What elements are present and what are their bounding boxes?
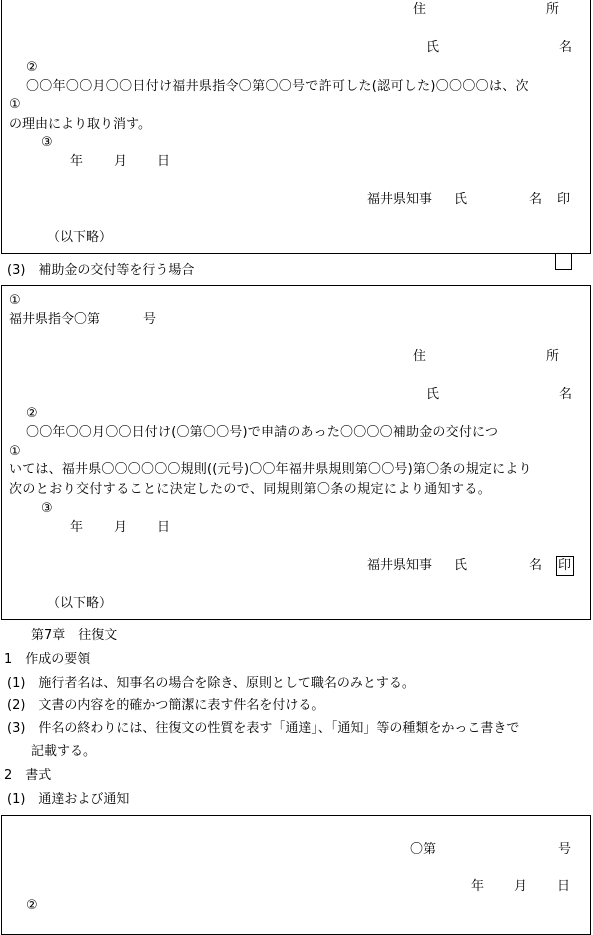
seal-mark: 印	[558, 558, 572, 573]
address-label-2: 所	[546, 349, 560, 364]
body-text-line-1: 〇〇年〇〇月〇〇日付け福井県指令〇第〇〇号で許可した(認可した)〇〇〇〇は、次	[26, 79, 529, 94]
guideline-item-1: (1) 施行者名は、知事名の場合を除き、原則として職名のみとする。	[7, 676, 415, 691]
circle-marker-3: ③	[41, 501, 53, 516]
date-day: 日	[157, 154, 171, 169]
circle-marker-2: ②	[26, 406, 38, 421]
name-label-2: 名	[559, 40, 573, 55]
governor-name-1: 氏	[454, 558, 468, 573]
governor-name-2: 名	[529, 192, 543, 207]
sub-heading-1: (1) 通達および通知	[7, 792, 130, 807]
revocation-form-box	[1, 0, 591, 254]
address-label-1: 住	[413, 349, 427, 364]
heading-2: 2 書式	[4, 768, 52, 783]
name-label-1: 氏	[426, 40, 440, 55]
date-year: 年	[471, 879, 485, 894]
date-month: 月	[114, 154, 128, 169]
circle-marker-1: ①	[9, 444, 21, 459]
chapter-7-title: 第7章 往復文	[31, 628, 118, 643]
document-number-label: 〇第	[410, 842, 437, 857]
circle-marker-2: ②	[26, 60, 38, 75]
order-number-label: 福井県指令〇第	[9, 312, 101, 327]
governor-name-1: 氏	[454, 192, 468, 207]
empty-square	[555, 253, 572, 270]
guideline-item-3-line-2: 記載する。	[31, 744, 97, 759]
governor-title: 福井県知事	[367, 558, 433, 573]
circle-marker-2: ②	[26, 898, 38, 913]
order-number-suffix: 号	[143, 312, 157, 327]
date-month: 月	[514, 879, 528, 894]
date-year: 年	[70, 520, 84, 535]
date-month: 月	[114, 520, 128, 535]
document-number-suffix: 号	[558, 842, 572, 857]
date-day: 日	[557, 879, 571, 894]
body-text-line-3: 次のとおり交付することに決定したので、同規則第〇条の規定により通知する。	[9, 482, 492, 497]
date-year: 年	[70, 154, 84, 169]
governor-title: 福井県知事	[367, 192, 433, 207]
notice-form-box	[1, 815, 591, 935]
body-text-line-1: 〇〇年〇〇月〇〇日付け(〇第〇〇号)で申請のあった〇〇〇〇補助金の交付につ	[26, 425, 499, 440]
name-label-1: 氏	[426, 387, 440, 402]
governor-name-2: 名	[529, 558, 543, 573]
name-label-2: 名	[559, 387, 573, 402]
section-3-title: (3) 補助金の交付等を行う場合	[7, 263, 195, 278]
circle-marker-1-top: ①	[9, 293, 21, 308]
circle-marker-1: ①	[9, 97, 21, 112]
body-text-line-2: いては、福井県〇〇〇〇〇〇規則((元号)〇〇年福井県規則第〇〇号)第〇条の規定により	[9, 462, 532, 477]
guideline-item-3-line-1: (3) 件名の終わりには、往復文の性質を表す「通達」、「通知」等の種類をかっこ書きで	[7, 721, 520, 736]
guideline-item-2: (2) 文書の内容を的確かつ簡潔に表す件名を付ける。	[7, 698, 325, 713]
address-label-2: 所	[546, 2, 560, 17]
circle-marker-3: ③	[41, 135, 53, 150]
date-day: 日	[157, 520, 171, 535]
heading-1: 1 作成の要領	[4, 652, 91, 667]
omitted-note: （以下略）	[47, 596, 113, 611]
address-label-1: 住	[413, 2, 427, 17]
omitted-note: （以下略）	[47, 230, 113, 245]
subsidy-form-box	[1, 285, 591, 620]
body-text-line-2: の理由により取り消す。	[9, 117, 151, 132]
seal-mark: 印	[557, 192, 571, 207]
